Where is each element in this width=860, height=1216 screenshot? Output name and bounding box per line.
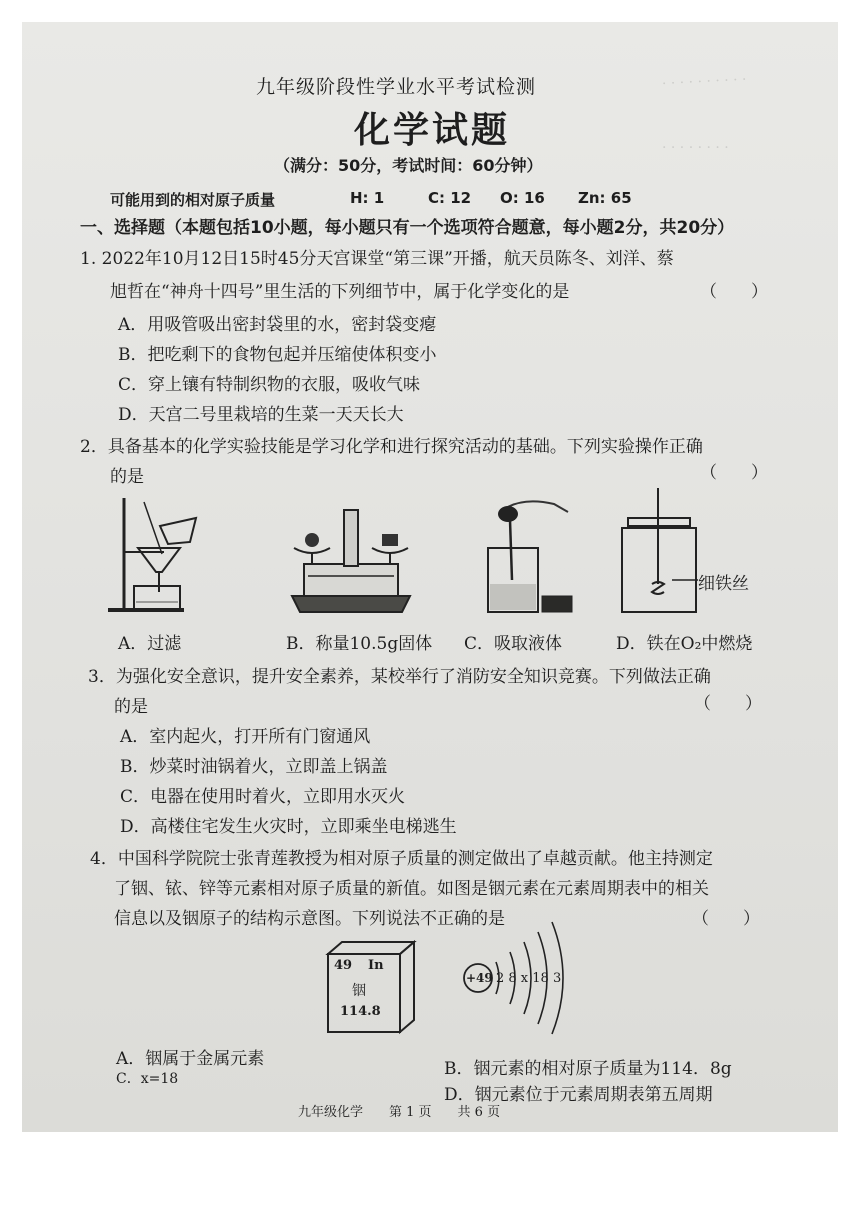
score-time: （满分：50分，考试时间：60分钟）	[274, 156, 543, 175]
element-mass: 114.8	[340, 1004, 381, 1019]
element-symbol: In	[368, 958, 384, 973]
q3-line-1: 3．为强化安全意识，提升安全素养，某校举行了消防安全知识竞赛。下列做法正确	[88, 667, 711, 687]
section-title: 一、选择题（本题包括10小题，每小题只有一个选项符合题意，每小题2分，共20分）	[80, 218, 735, 238]
q4-option-b: B．铟元素的相对原子质量为114．8g	[444, 1059, 732, 1079]
q4-option-a: A．铟属于金属元素	[116, 1049, 265, 1069]
q1-option-d: D．天宫二号里栽培的生菜一天天长大	[118, 405, 404, 425]
q2-line-1: 2．具备基本的化学实验技能是学习化学和进行探究活动的基础。下列实验操作正确	[80, 437, 703, 457]
dropper-figure	[480, 492, 590, 616]
q4-answer-paren: （ ）	[692, 909, 760, 929]
atomic-mass-h: H: 1	[350, 189, 385, 207]
q3-option-b: B．炒菜时油锅着火，立即盖上锅盖	[120, 757, 388, 777]
q4-line-3: 信息以及铟原子的结构示意图。下列说法不正确的是	[114, 909, 505, 929]
q1-line-1: 1. 2022年10月12日15时45分天宫课堂“第三课”开播，航天员陈冬、刘洋、蔡	[80, 249, 674, 269]
element-name: 铟	[352, 983, 366, 999]
q4-line-2: 了铟、铱、锌等元素相对原子质量的新值。如图是铟元素在元素周期表中的相关	[114, 879, 709, 899]
atom-nucleus: +49	[466, 971, 493, 985]
q3-option-c: C．电器在使用时着火，立即用水灭火	[120, 787, 406, 807]
q4-option-d: D．铟元素位于元素周期表第五周期	[444, 1085, 713, 1105]
q4-option-c: C．x=18	[116, 1071, 179, 1087]
q2-caption-a: A．过滤	[118, 634, 182, 654]
page-footer: 九年级化学 第 1 页 共 6 页	[298, 1105, 501, 1120]
q2-answer-paren: （ ）	[700, 463, 768, 483]
q3-option-d: D．高楼住宅发生火灾时，立即乘坐电梯逃生	[120, 817, 457, 837]
atomic-masses-label: 可能用到的相对原子质量	[110, 191, 276, 209]
q1-option-b: B．把吃剩下的食物包起并压缩使体积变小	[118, 345, 437, 365]
filtration-figure	[104, 492, 204, 614]
q1-option-a: A．用吸管吸出密封袋里的水，密封袋变瘪	[118, 315, 437, 335]
q2-caption-b: B．称量10.5g固体	[286, 634, 433, 654]
atomic-mass-zn: Zn: 65	[578, 189, 632, 207]
subject-title: 化学试题	[354, 109, 511, 151]
exam-sheet: · · · · · · · · · · · · · · · · · · 九年级阶段性学业水平考试检测 化学试题 （满分：50分，考试时间：60分钟） 可能用到的相对原子质量 H: 1 C: 12 O: 16 Zn: 65 一、选择题（本题包括10小题，每小题只有一个选项符合题意，每小题2分，共20分） 1. 2022年10月12日15时45分天宫课堂“第三课”开播，航天员陈冬、刘洋、蔡 旭哲在“神舟十四号”里生活的下列细节中，属于化学变化的是 （ ） A．用吸管吸出密封袋里的水，密封袋变瘪 B．把吃剩下的食物包起并压缩使体积变小 C．穿上镶有特制织物的衣服，吸收气味 D．天宫二号里栽培的生菜一天天长大 2．具备基本的化学实验技能是学习化学和进行探究活动的基础。下列实验操作正确 的是 （ ） 细铁丝 A．过滤 B．称量10.5g固体 C．吸取液体 D．铁在O₂中燃烧 3．为强化安全意识，提升安全素养，某校举行了消防安全知识竞赛。下列做法正确 的是 （ ） A．室内起火，打开所有门窗通风 B．炒菜时油锅着火，立即盖上锅盖 C．电器在使用时着火，立即用水灭火 D．高楼住宅发生火灾时，立即乘坐电梯逃生 4．中国科学院院士张青莲教授为相对原子质量的测定做出了卓越贡献。他主持测定 了铟、铱、锌等元素相对原子质量的新值。如图是铟元素在元素周期表中的相关 信息以及铟原子的结构示意图。下列说法不正确的是 （ ） 49 In 铟 114.8 +49 2 8 x 18 3 A．铟属于金属元素 B．铟元素的相对原子质量为114．8g C．x=18 D．铟元素位于元素周期表第五周期 九年级化学 第 1 页 共 6 页	[22, 22, 838, 1132]
q2-caption-c: C．吸取液体	[464, 634, 563, 654]
q3-answer-paren: （ ）	[694, 694, 762, 714]
atomic-mass-c: C: 12	[428, 189, 472, 207]
atomic-mass-o: O: 16	[500, 189, 545, 207]
q1-option-c: C．穿上镶有特制织物的衣服，吸收气味	[118, 375, 421, 395]
q1-line-2: 旭哲在“神舟十四号”里生活的下列细节中，属于化学变化的是	[110, 282, 570, 302]
exam-title: 九年级阶段性学业水平考试检测	[256, 76, 537, 98]
iron-combustion-figure	[612, 488, 732, 618]
balance-figure	[284, 500, 418, 618]
iron-wire-label: 细铁丝	[698, 574, 749, 594]
element-number: 49	[334, 958, 353, 973]
q3-line-2: 的是	[114, 697, 148, 717]
element-card	[322, 940, 422, 1038]
q4-line-1: 4．中国科学院院士张青莲教授为相对原子质量的测定做出了卓越贡献。他主持测定	[90, 849, 713, 869]
q2-line-2: 的是	[110, 467, 144, 487]
atom-shells: 2 8 x 18 3	[496, 971, 562, 986]
q3-option-a: A．室内起火，打开所有门窗通风	[120, 727, 371, 747]
q1-answer-paren: （ ）	[700, 282, 768, 302]
q2-caption-d: D．铁在O₂中燃烧	[616, 634, 753, 654]
